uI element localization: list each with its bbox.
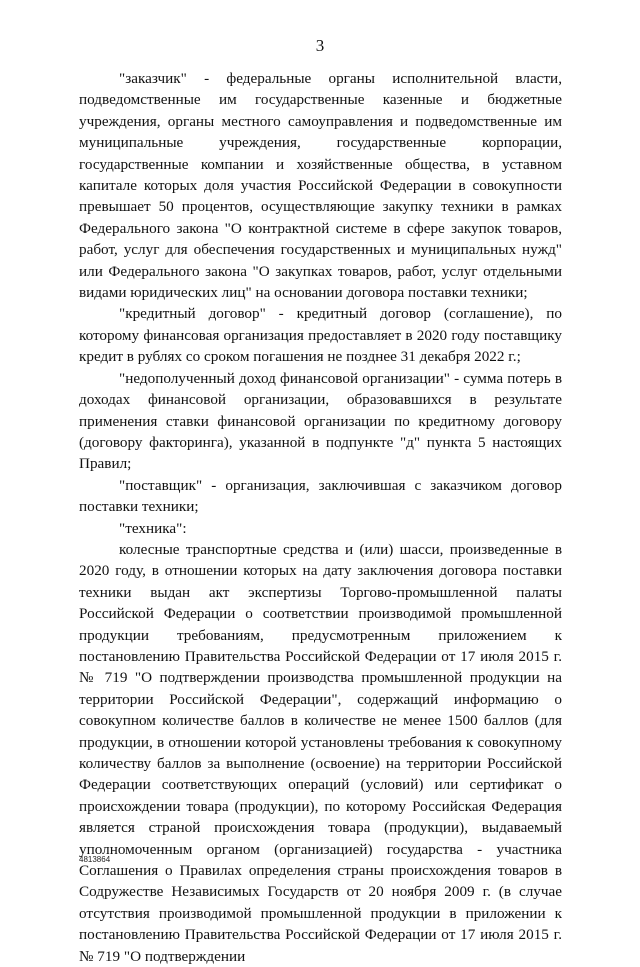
definition-equipment-vehicles: колесные транспортные средства и (или) шасси, произведенные в 2020 году, в отношении которых на дату заключения договора поставки техники выдан акт экспертизы Торгово-промышленной палаты Российской Федерации о соответствии производимой промышленной продукции требованиям, предусмотренным приложением к постановлению Правительства Российской Федерации от 17 июля 2015 г. № 719 "О подтверждении производства промышленной продукции на территории Российской Федерации", содержащий информацию о совокупном количестве баллов в количестве не менее 1500 баллов (для продукции, в отношении которой установлены требования к совокупному количеству баллов за выполнение (освоение) на территории Российской Федерации соответствующих операций (условий) или сертификат о происхождении товара (продукции), по которому Российская Федерация является страной происхождения товара (продукции), выдаваемый уполномоченным органом (организацией) государства - участника Соглашения о Правилах определения страны происхождения товаров в Содружестве Независимых Государств от 20 ноября 2009 г. (в случае отсутствия производимой промышленной продукции в приложении к постановлению Правительства Российской Федерации от 17 июля 2015 г. № 719 "О подтверждении bbox=[79, 540, 562, 965]
document-code: 4813864 bbox=[79, 855, 111, 864]
page-number: 3 bbox=[315, 36, 325, 55]
definition-lost-income: "недополученный доход финансовой организации" - сумма потерь в доходах финансовой организации, образовавшихся в результате применения ставки финансовой организации по кредитному договору (договору факторинга), указанной в подпункте "д" пункта 5 настоящих Правил; bbox=[79, 369, 562, 473]
definition-equipment-heading: "техника": bbox=[119, 519, 187, 537]
document-body bbox=[79, 68, 562, 967]
definition-credit-agreement: "кредитный договор" - кредитный договор (соглашение), по которому финансовая организация предоставляет в 2020 году поставщику кредит в рублях со сроком погашения не позднее 31 декабря 2022 г.; bbox=[79, 305, 562, 366]
definition-customer: "заказчик" - федеральные органы исполнительной власти, подведомственные им государственные казенные и бюджетные учреждения, органы местного самоуправления и подведомственные им муниципальные учреждения, государственные корпорации, государственные компании и хозяйственные общества, в уставном капитале которых доля участия Российской Федерации в совокупности превышает 50 процентов, осуществляющие закупку техники в рамках Федерального закона "О контрактной системе в сфере закупок товаров, работ, услуг для обеспечения государственных и муниципальных нужд" или Федерального закона "О закупках товаров, работ, услуг отдельными видами юридических лиц" на основании договора поставки техники; bbox=[79, 70, 562, 302]
definition-supplier: "поставщик" - организация, заключившая с заказчиком договор поставки техники; bbox=[79, 476, 562, 516]
